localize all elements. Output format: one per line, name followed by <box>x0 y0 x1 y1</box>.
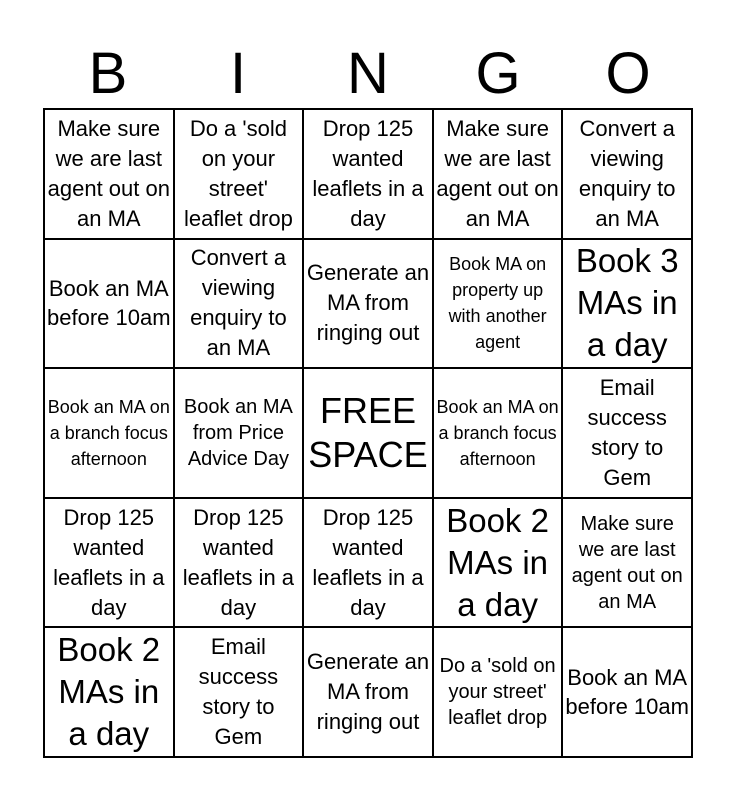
cell-text: Convert a viewing enquiry to an MA <box>190 245 287 361</box>
free-space-cell[interactable] <box>303 368 433 498</box>
bingo-cell[interactable] <box>174 239 304 369</box>
bingo-cell[interactable] <box>562 109 692 239</box>
bingo-cell[interactable] <box>433 109 563 239</box>
bingo-cell[interactable] <box>44 627 174 757</box>
cell-text: Drop 125 wanted leaflets in a day <box>312 504 424 620</box>
bingo-cell[interactable] <box>433 368 563 498</box>
bingo-card <box>43 108 693 758</box>
bingo-cell[interactable] <box>303 239 433 369</box>
cell-text: Book 2 MAs in a day <box>446 501 549 623</box>
bingo-cell[interactable] <box>303 627 433 757</box>
bingo-cell[interactable] <box>44 239 174 369</box>
bingo-cell[interactable] <box>303 109 433 239</box>
header-letter-i: I <box>229 41 247 106</box>
bingo-header <box>43 40 693 108</box>
cell-text: Drop 125 wanted leaflets in a day <box>182 504 295 620</box>
bingo-cell[interactable] <box>174 109 304 239</box>
bingo-cell[interactable] <box>562 627 692 757</box>
header-letter-n: N <box>347 41 389 106</box>
cell-text: FREE SPACE <box>308 389 428 475</box>
cell-text: Make sure we are last agent out on an MA <box>47 115 170 231</box>
bingo-cell[interactable] <box>44 368 174 498</box>
cell-text: Email success story to Gem <box>198 634 279 750</box>
bingo-cell[interactable] <box>562 498 692 628</box>
bingo-cell[interactable] <box>562 368 692 498</box>
header-letter-o: O <box>605 41 651 106</box>
cell-text: Convert a viewing enquiry to an MA <box>578 115 676 231</box>
bingo-cell[interactable] <box>44 498 174 628</box>
bingo-cell[interactable] <box>174 498 304 628</box>
cell-text: Book 2 MAs in a day <box>57 631 161 753</box>
cell-text: Make sure we are last agent out on an MA <box>571 512 683 613</box>
cell-text: Book an MA before 10am <box>47 276 171 331</box>
cell-text: Make sure we are last agent out on an MA <box>436 115 559 231</box>
cell-text: Book an MA from Price Advice Day <box>183 395 293 470</box>
bingo-cell[interactable] <box>303 498 433 628</box>
header-letter-b: B <box>88 41 128 106</box>
bingo-cell[interactable] <box>433 627 563 757</box>
cell-text: Book MA on property up with another agent <box>448 254 547 353</box>
cell-text: Drop 125 wanted leaflets in a day <box>53 504 165 620</box>
cell-text: Book an MA before 10am <box>565 665 689 720</box>
bingo-cell[interactable] <box>433 239 563 369</box>
cell-text: Book an MA on a branch focus afternoon <box>47 396 170 469</box>
cell-text: Book 3 MAs in a day <box>575 242 679 364</box>
cell-text: Generate an MA from ringing out <box>306 260 430 346</box>
cell-text: Do a 'sold on your street' leaflet drop <box>439 655 556 730</box>
bingo-cell[interactable] <box>562 239 692 369</box>
cell-text: Do a 'sold on your street' leaflet drop <box>183 115 293 231</box>
bingo-cell[interactable] <box>174 627 304 757</box>
cell-text: Drop 125 wanted leaflets in a day <box>312 115 424 231</box>
cell-text: Email success story to Gem <box>587 374 667 490</box>
bingo-cell[interactable] <box>44 109 174 239</box>
bingo-cell[interactable] <box>433 498 563 628</box>
header-letter-g: G <box>475 41 521 106</box>
cell-text: Book an MA on a branch focus afternoon <box>436 396 559 469</box>
cell-text: Generate an MA from ringing out <box>306 649 430 735</box>
bingo-cell[interactable] <box>174 368 304 498</box>
